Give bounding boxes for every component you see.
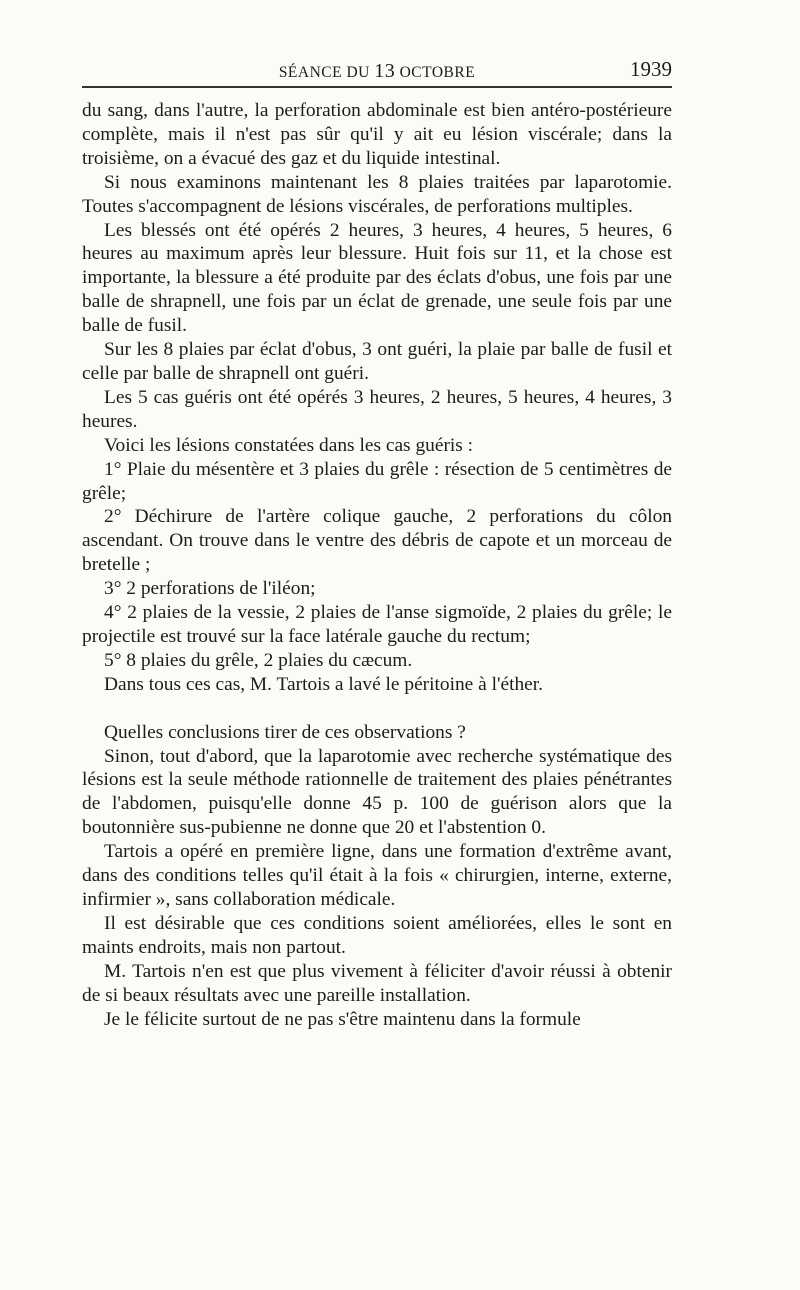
list-item: 2° Déchirure de l'artère colique gauche, 2 perforations du côlon ascendant. On trouve dans le ventre des débris de capote et un morceau de bretelle ;	[82, 506, 672, 576]
paragraph: Les 5 cas guéris ont été opérés 3 heures, 2 heures, 5 heures, 4 heures, 3 heures.	[82, 386, 672, 432]
page-number: 1939	[630, 57, 672, 81]
paragraph: Sinon, tout d'abord, que la laparotomie avec recherche systématique des lésions est la seule méthode rationnelle de traitement des plaies pénétrantes de l'abdomen, puisqu'elle donne 45 p. 100 de guérison alors que la boutonnière sus-pubienne ne donne que 20 et l'abstention 0.	[82, 745, 672, 839]
list-item: 3° 2 perforations de l'iléon;	[104, 578, 316, 600]
paragraph: Il est désirable que ces conditions soient améliorées, elles le sont en maints endroits, mais non partout.	[82, 912, 672, 958]
paragraph: Voici les lésions constatées dans les cas guéris :	[104, 434, 474, 456]
paragraph: Dans tous ces cas, M. Tartois a lavé le péritoine à l'éther.	[104, 673, 544, 695]
paragraph: M. Tartois n'en est que plus vivement à féliciter d'avoir réussi à obtenir de si beaux résultats avec une pareille installation.	[82, 960, 672, 1006]
paragraph: Tartois a opéré en première ligne, dans une formation d'extrême avant, dans des conditions telles qu'il était à la fois « chirurgien, interne, externe, infirmier », sans collaboration médicale.	[82, 841, 672, 910]
document-page	[82, 52, 672, 1031]
paragraph: Les blessés ont été opérés 2 heures, 3 heures, 4 heures, 5 heures, 6 heures au maximum après leur blessure. Huit fois sur 11, et la chose est importante, la blessure a été produite par des éclats d'obus, une fois par une balle de shrapnell, une fois par un éclat de grenade, une seule fois par une balle de fusil.	[82, 219, 672, 337]
running-title	[82, 60, 672, 83]
section-spacer	[82, 697, 672, 721]
running-title-suffix: OCTOBRE	[395, 64, 476, 81]
list-item: 4° 2 plaies de la vessie, 2 plaies de l'anse sigmoïde, 2 plaies du grêle; le projectile est trouvé sur la face latérale gauche du rectum;	[82, 602, 672, 647]
list-item: 5° 8 plaies du grêle, 2 plaies du cæcum.	[104, 649, 413, 671]
list-item: 1° Plaie du mésentère et 3 plaies du grêle : résection de 5 centimètres de grêle;	[82, 458, 672, 504]
body-text	[82, 99, 672, 1031]
running-title-prefix: SÉANCE DU	[278, 64, 375, 81]
page-header	[82, 52, 672, 88]
paragraph: Quelles conclusions tirer de ces observations ?	[104, 721, 466, 743]
paragraph: Je le félicite surtout de ne pas s'être maintenu dans la formule	[104, 1008, 581, 1030]
paragraph: Si nous examinons maintenant les 8 plaies traitées par laparotomie. Toutes s'accompagnent de lésions viscérales, de perforations multiples.	[82, 171, 672, 217]
paragraph: Sur les 8 plaies par éclat d'obus, 3 ont guéri, la plaie par balle de fusil et celle par balle de shrapnell ont guéri.	[82, 339, 672, 384]
paragraph: du sang, dans l'autre, la perforation abdominale est bien antéro-postérieure complète, mais il n'est pas sûr qu'il y ait eu lésion viscérale; dans la troisième, on a évacué des gaz et du liquide intestinal.	[82, 100, 672, 169]
running-title-number: 13	[374, 60, 396, 82]
